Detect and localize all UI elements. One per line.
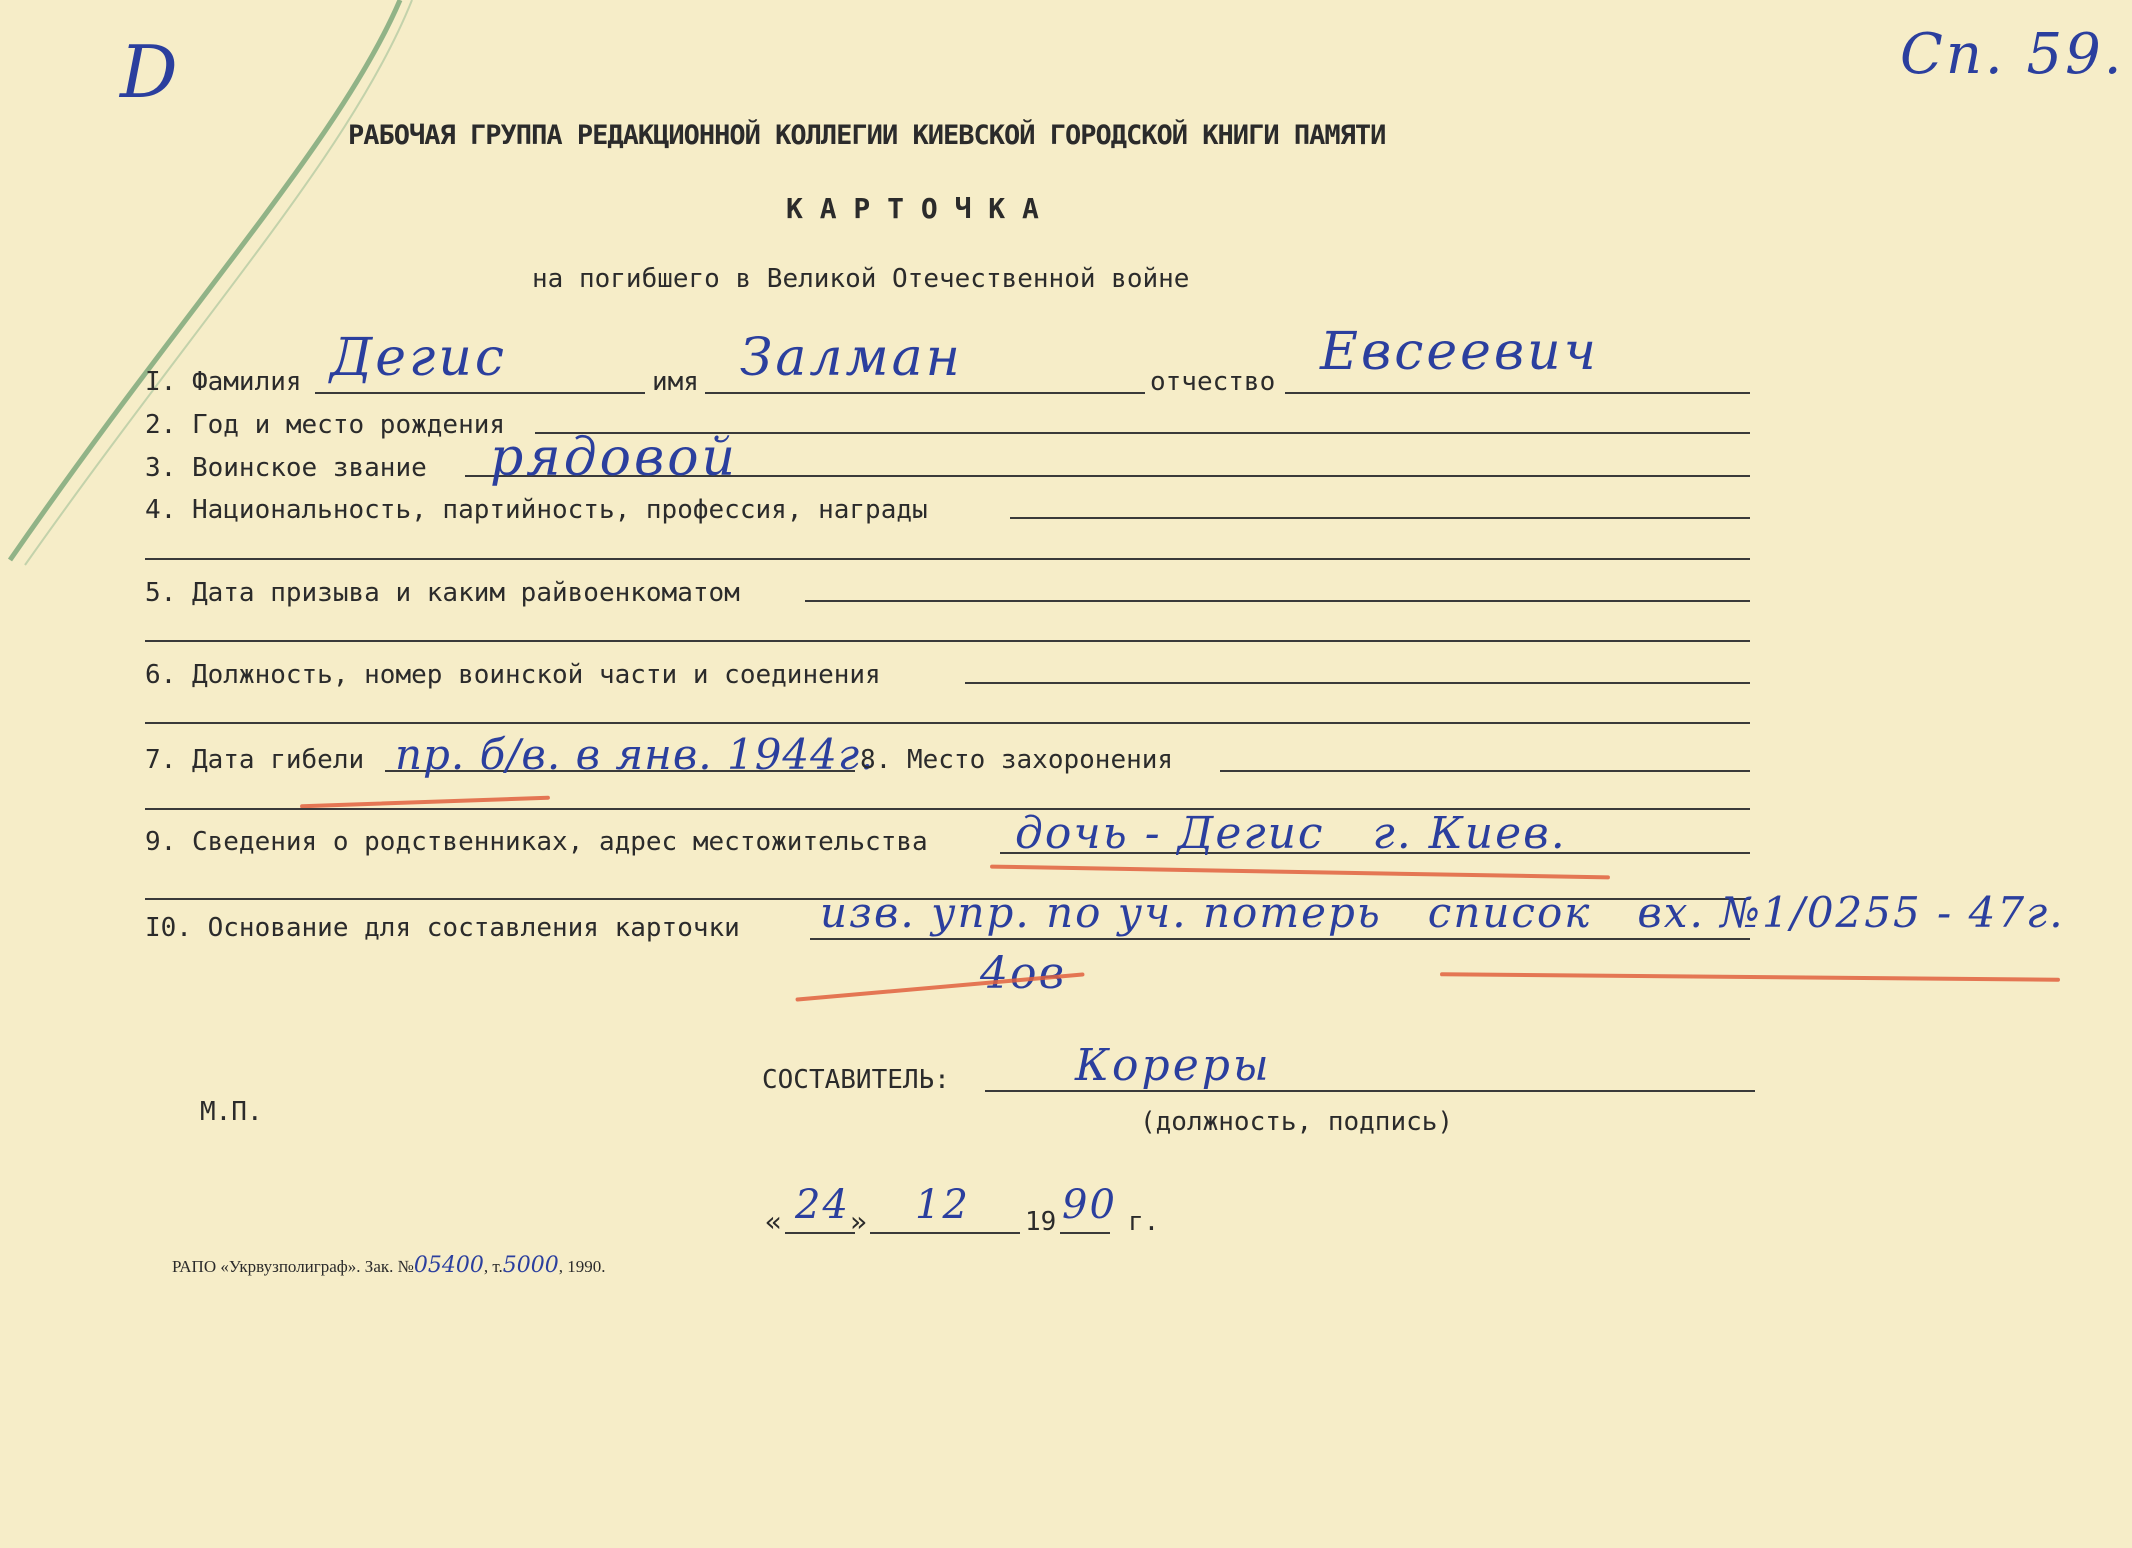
surname-value: Дегис (330, 328, 507, 388)
patronymic-line (1285, 392, 1750, 394)
unit-line-2 (145, 722, 1750, 724)
basis-extra-value: 4ов (980, 948, 1067, 999)
field-3-label: 3. Воинское звание (145, 453, 427, 483)
death-date-value: пр. б/в. в янв. 1944г. (395, 730, 875, 779)
print-info-suffix: , 1990. (558, 1257, 606, 1276)
stamp-place-label: М.П. (200, 1097, 263, 1127)
corner-letter-mark: D (120, 30, 181, 114)
date-open-quote: « (765, 1205, 782, 1238)
conscription-line (805, 600, 1750, 602)
field-1-label: I. Фамилия (145, 367, 302, 397)
date-month-line (870, 1232, 1020, 1234)
print-info-prefix: РАПО «Укрвузполиграф». Зак. № (172, 1257, 414, 1276)
first-name-line (705, 392, 1145, 394)
print-run: 5000 (502, 1253, 559, 1278)
field-10-label: I0. Основание для составления карточки (145, 913, 740, 943)
field-4-label: 4. Национальность, партийность, профессия, награды (145, 495, 928, 525)
first-name-value: Залман (740, 328, 963, 388)
nationality-line (1010, 517, 1750, 519)
patronymic-label: отчество (1150, 367, 1276, 397)
field-2-label: 2. Год и место рождения (145, 410, 506, 440)
field-7-label: 7. Дата гибели (145, 745, 365, 775)
compiler-signature: Кореры (1075, 1040, 1272, 1091)
basis-value: изв. упр. по уч. потерь список вх. №1/0255 - 47г. (820, 888, 2065, 937)
compiler-caption: (должность, подпись) (1140, 1107, 1454, 1137)
compiler-label: СОСТАВИТЕЛЬ: (762, 1065, 950, 1095)
date-year-prefix: 19 (1025, 1207, 1057, 1237)
nationality-line-2 (145, 558, 1750, 560)
print-info (172, 1253, 606, 1278)
sheet-number: Сп. 59. (1900, 22, 2125, 87)
surname-line (315, 392, 645, 394)
field-5-label: 5. Дата призыва и каким райвоенкоматом (145, 578, 740, 608)
organization-header: РАБОЧАЯ ГРУППА РЕДАКЦИОННОЙ КОЛЛЕГИИ КИЕВСКОЙ ГОРОДСКОЙ КНИГИ ПАМЯТИ (348, 120, 1386, 151)
unit-line (965, 682, 1750, 684)
date-year-line (1060, 1232, 1110, 1234)
field-8-label: 8. Место захоронения (860, 745, 1174, 775)
conscription-line-2 (145, 640, 1750, 642)
relatives-value: дочь - Дегис г. Киев. (1015, 808, 1567, 859)
rank-value: рядовой (490, 428, 739, 488)
field-9-label: 9. Сведения о родственниках, адрес местожительства (145, 827, 928, 857)
date-year-unit: г. (1128, 1207, 1160, 1237)
date-day: 24 (795, 1182, 850, 1228)
date-month: 12 (915, 1182, 970, 1228)
patronymic-value: Евсеевич (1320, 322, 1599, 382)
date-day-line (785, 1232, 855, 1234)
field-6-label: 6. Должность, номер воинской части и соединения (145, 660, 881, 690)
order-number: 05400 (413, 1253, 484, 1278)
print-info-mid: , т. (483, 1257, 503, 1276)
burial-line (1220, 770, 1750, 772)
date-close-quote: » (850, 1205, 867, 1238)
card-subtitle: на погибшего в Великой Отечественной войне (532, 264, 1190, 294)
date-year-suffix: 90 (1062, 1182, 1117, 1228)
basis-line (810, 938, 1750, 940)
name-label: имя (652, 367, 699, 397)
card-title: К А Р Т О Ч К А (786, 192, 1039, 225)
